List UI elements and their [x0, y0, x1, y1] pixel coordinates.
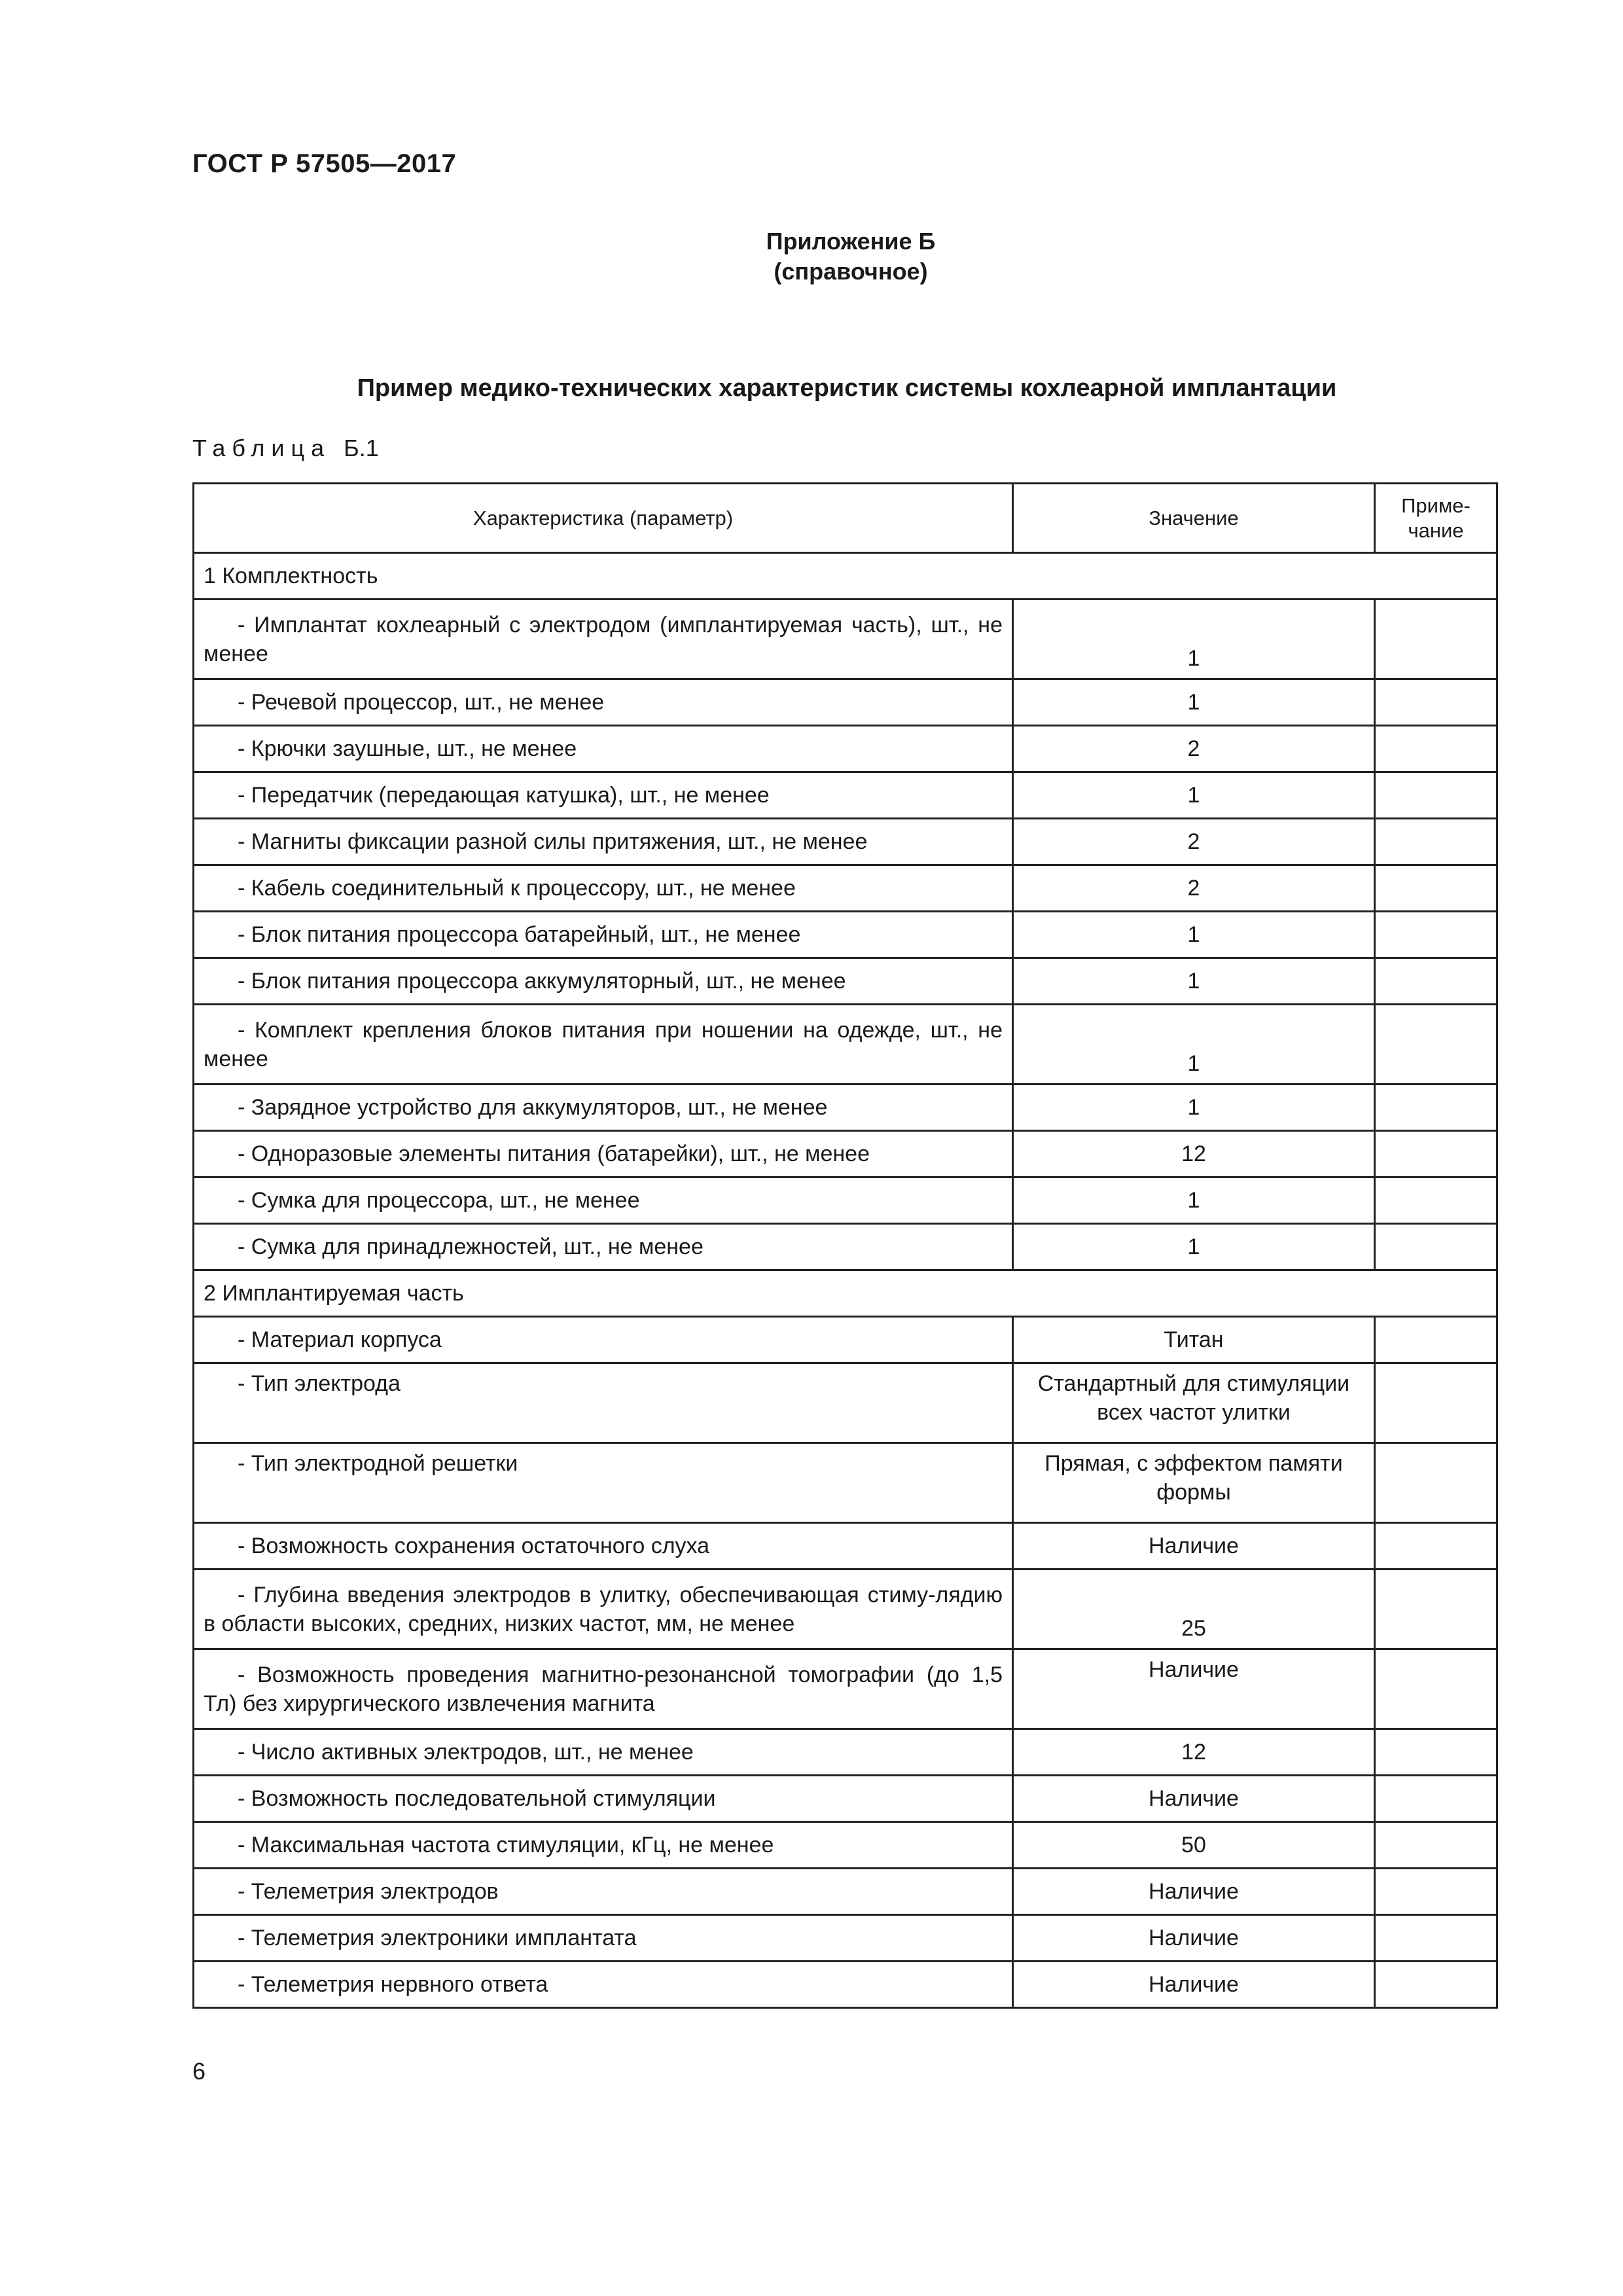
param-cell: - Возможность сохранения остаточного слуха: [194, 1523, 1013, 1570]
param-cell: - Телеметрия нервного ответа: [194, 1962, 1013, 2008]
note-cell: [1375, 679, 1497, 726]
note-cell: [1375, 819, 1497, 865]
value-cell: Наличие: [1013, 1649, 1375, 1729]
document-title: Пример медико-технических характеристик системы кохлеарной имплантации: [357, 374, 1337, 402]
param-cell: - Одноразовые элементы питания (батарейки), шт., не менее: [194, 1131, 1013, 1177]
note-cell: [1375, 1869, 1497, 1915]
table-number: Б.1: [344, 435, 379, 461]
table-row: [194, 958, 1497, 1005]
value-cell: 12: [1013, 1131, 1375, 1177]
param-cell: - Речевой процессор, шт., не менее: [194, 679, 1013, 726]
section-title: 2 Имплантируемая часть: [194, 1270, 1497, 1317]
note-cell: [1375, 1822, 1497, 1869]
value-cell: 1: [1013, 958, 1375, 1005]
value-cell: 12: [1013, 1729, 1375, 1776]
value-cell: Стандартный для стимуляции всех частот улитки: [1013, 1363, 1375, 1443]
table-row: [194, 1224, 1497, 1270]
spec-table: [192, 482, 1498, 2009]
table-row: [194, 772, 1497, 819]
param-cell: - Возможность последовательной стимуляции: [194, 1776, 1013, 1822]
note-cell: [1375, 1570, 1497, 1649]
param-cell: - Материал корпуса: [194, 1317, 1013, 1363]
table-row: [194, 1363, 1497, 1443]
value-cell: 2: [1013, 819, 1375, 865]
section-row: [194, 1270, 1497, 1317]
param-cell: - Тип электрода: [194, 1363, 1013, 1443]
section-row: [194, 553, 1497, 600]
note-cell: [1375, 1915, 1497, 1962]
table-row: [194, 1776, 1497, 1822]
note-cell: [1375, 1177, 1497, 1224]
value-cell: Наличие: [1013, 1869, 1375, 1915]
note-cell: [1375, 600, 1497, 679]
document-code: ГОСТ Р 57505—2017: [192, 149, 457, 178]
param-cell: - Кабель соединительный к процессору, шт., не менее: [194, 865, 1013, 912]
note-cell: [1375, 1523, 1497, 1570]
table-row: [194, 1962, 1497, 2008]
param-cell: - Зарядное устройство для аккумуляторов, шт., не менее: [194, 1085, 1013, 1131]
value-cell: Титан: [1013, 1317, 1375, 1363]
note-cell: [1375, 1005, 1497, 1085]
table-row: [194, 865, 1497, 912]
table-row: [194, 1177, 1497, 1224]
param-cell: - Имплантат кохлеарный с электродом (имплантируемая часть), шт., не менее: [194, 600, 1013, 679]
note-cell: [1375, 1649, 1497, 1729]
table-row: [194, 1915, 1497, 1962]
value-cell: 2: [1013, 726, 1375, 772]
param-cell: - Сумка для принадлежностей, шт., не менее: [194, 1224, 1013, 1270]
note-cell: [1375, 912, 1497, 958]
table-row: [194, 1869, 1497, 1915]
note-cell: [1375, 958, 1497, 1005]
value-cell: 25: [1013, 1570, 1375, 1649]
table-header-row: [194, 484, 1497, 553]
value-cell: Наличие: [1013, 1776, 1375, 1822]
value-cell: 1: [1013, 912, 1375, 958]
table-caption: [192, 435, 379, 462]
table-row: [194, 1317, 1497, 1363]
value-cell: Наличие: [1013, 1962, 1375, 2008]
table-row: [194, 1085, 1497, 1131]
param-cell: - Возможность проведения магнитно-резонансной томографии (до 1,5 Тл) без хирургического извлечения магнита: [194, 1649, 1013, 1729]
note-cell: [1375, 1962, 1497, 2008]
header-value: Значение: [1013, 484, 1375, 553]
note-cell: [1375, 1776, 1497, 1822]
table-row: [194, 726, 1497, 772]
appendix-type: (справочное): [774, 258, 928, 285]
note-cell: [1375, 726, 1497, 772]
value-cell: 1: [1013, 1224, 1375, 1270]
value-cell: 1: [1013, 772, 1375, 819]
table-row: [194, 679, 1497, 726]
table-row: [194, 600, 1497, 679]
param-cell: - Число активных электродов, шт., не менее: [194, 1729, 1013, 1776]
param-cell: - Глубина введения электродов в улитку, обеспечивающая стиму-лядию в области высоких, средних, низких частот, мм, не менее: [194, 1570, 1013, 1649]
appendix-heading: [654, 226, 1047, 287]
section-title: 1 Комплектность: [194, 553, 1497, 600]
note-cell: [1375, 1085, 1497, 1131]
param-cell: - Комплект крепления блоков питания при ношении на одежде, шт., не менее: [194, 1005, 1013, 1085]
value-cell: Наличие: [1013, 1523, 1375, 1570]
param-cell: - Тип электродной решетки: [194, 1443, 1013, 1523]
value-cell: 1: [1013, 1177, 1375, 1224]
table-row: [194, 1005, 1497, 1085]
value-cell: 1: [1013, 1005, 1375, 1085]
page-number: 6: [192, 2058, 206, 2085]
param-cell: - Телеметрия электродов: [194, 1869, 1013, 1915]
table-row: [194, 1822, 1497, 1869]
value-cell: 50: [1013, 1822, 1375, 1869]
table-row: [194, 912, 1497, 958]
note-cell: [1375, 1443, 1497, 1523]
note-cell: [1375, 1317, 1497, 1363]
table-row: [194, 1649, 1497, 1729]
table-row: [194, 1570, 1497, 1649]
param-cell: - Сумка для процессора, шт., не менее: [194, 1177, 1013, 1224]
param-cell: - Блок питания процессора батарейный, шт., не менее: [194, 912, 1013, 958]
value-cell: Наличие: [1013, 1915, 1375, 1962]
param-cell: - Магниты фиксации разной силы притяжения, шт., не менее: [194, 819, 1013, 865]
table-row: [194, 1131, 1497, 1177]
table-row: [194, 1729, 1497, 1776]
param-cell: - Передатчик (передающая катушка), шт., не менее: [194, 772, 1013, 819]
note-cell: [1375, 865, 1497, 912]
param-cell: - Крючки заушные, шт., не менее: [194, 726, 1013, 772]
value-cell: Прямая, с эффектом памяти формы: [1013, 1443, 1375, 1523]
value-cell: 1: [1013, 600, 1375, 679]
value-cell: 2: [1013, 865, 1375, 912]
appendix-title: Приложение Б: [766, 228, 936, 255]
note-cell: [1375, 1131, 1497, 1177]
value-cell: 1: [1013, 1085, 1375, 1131]
note-cell: [1375, 772, 1497, 819]
table-row: [194, 1443, 1497, 1523]
note-cell: [1375, 1363, 1497, 1443]
table-row: [194, 819, 1497, 865]
value-cell: 1: [1013, 679, 1375, 726]
note-cell: [1375, 1729, 1497, 1776]
table-row: [194, 1523, 1497, 1570]
table-label: Таблица: [192, 435, 331, 461]
param-cell: - Телеметрия электроники имплантата: [194, 1915, 1013, 1962]
param-cell: - Блок питания процессора аккумуляторный, шт., не менее: [194, 958, 1013, 1005]
param-cell: - Максимальная частота стимуляции, кГц, не менее: [194, 1822, 1013, 1869]
header-note: Приме- чание: [1375, 484, 1497, 553]
header-parameter: Характеристика (параметр): [194, 484, 1013, 553]
note-cell: [1375, 1224, 1497, 1270]
